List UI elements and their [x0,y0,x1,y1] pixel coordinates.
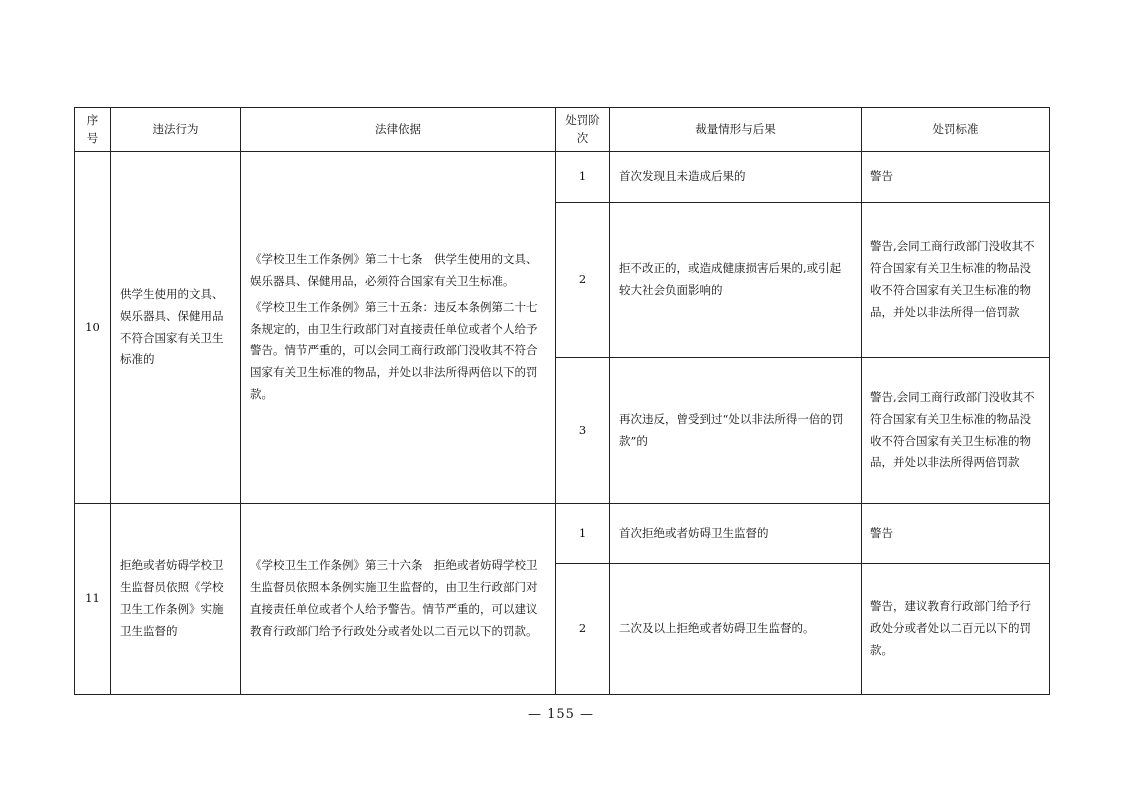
penalty-stage-cell: 2 [556,564,610,695]
serial-number-cell: 10 [75,152,111,504]
circumstance-cell: 二次及以上拒绝或者妨碍卫生监督的。 [610,564,862,695]
legal-basis-cell [241,152,556,504]
circumstance-cell: 首次拒绝或者妨碍卫生监督的 [610,504,862,564]
legal-basis-cell [241,504,556,695]
table-row [75,504,1050,564]
penalty-standard-cell: 警告,会同工商行政部门没收其不符合国家有关卫生标准的物品没收不符合国家有关卫生标准的物品，并处以非法所得两倍罚款 [862,358,1050,504]
penalty-stage-cell: 3 [556,358,610,504]
table-header-row [75,108,1050,152]
legal-basis-paragraph: 《学校卫生工作条例》第三十六条 拒绝或者妨碍学校卫生监督员依照本条例实施卫生监督的，由卫生行政部门对直接责任单位或者个人给予警告。情节严重的，可以建议教育行政部门给予行政处分或者处以二百元以下的罚款。 [250,558,538,638]
serial-number-cell: 11 [75,504,111,695]
penalty-standard-cell: 警告 [862,504,1050,564]
legal-basis-paragraph: 《学校卫生工作条例》第二十七条 供学生使用的文具、娱乐器具、保健用品，必须符合国家有关卫生标准。 [250,252,538,288]
header-circumstance: 裁量情形与后果 [610,108,862,152]
violation-cell: 拒绝或者妨碍学校卫生监督员依照《学校卫生工作条例》实施卫生监督的 [111,504,241,695]
penalty-stage-cell: 1 [556,152,610,203]
circumstance-cell: 再次违反，曾受到过“处以非法所得一倍的罚款”的 [610,358,862,504]
page-number: — 155 — [527,707,595,722]
penalty-standard-cell: 警告 [862,152,1050,203]
penalty-standard-cell: 警告,会同工商行政部门没收其不符合国家有关卫生标准的物品没收不符合国家有关卫生标准的物品，并处以非法所得一倍罚款 [862,203,1050,358]
table-row [75,152,1050,203]
circumstance-cell: 拒不改正的，或造成健康损害后果的,或引起较大社会负面影响的 [610,203,862,358]
header-violation: 违法行为 [111,108,241,152]
header-penalty-stage: 处罚阶次 [556,108,610,152]
penalty-standard-cell: 警告，建议教育行政部门给予行政处分或者处以二百元以下的罚款。 [862,564,1050,695]
penalty-stage-cell: 2 [556,203,610,358]
circumstance-cell: 首次发现且未造成后果的 [610,152,862,203]
header-penalty-standard: 处罚标准 [862,108,1050,152]
legal-basis-paragraph: 《学校卫生工作条例》第三十五条：违反本条例第二十七条规定的，由卫生行政部门对直接责任单位或者个人给予警告。情节严重的，可以会同工商行政部门没收其不符合国家有关卫生标准的物品，并处以非法所得两倍以下的罚款。 [250,299,538,402]
header-serial-number: 序号 [75,108,111,152]
header-legal-basis: 法律依据 [241,108,556,152]
penalty-stage-cell: 1 [556,504,610,564]
violation-cell: 供学生使用的文具、娱乐器具、保健用品不符合国家有关卫生标准的 [111,152,241,504]
penalty-standards-table [74,107,1050,695]
